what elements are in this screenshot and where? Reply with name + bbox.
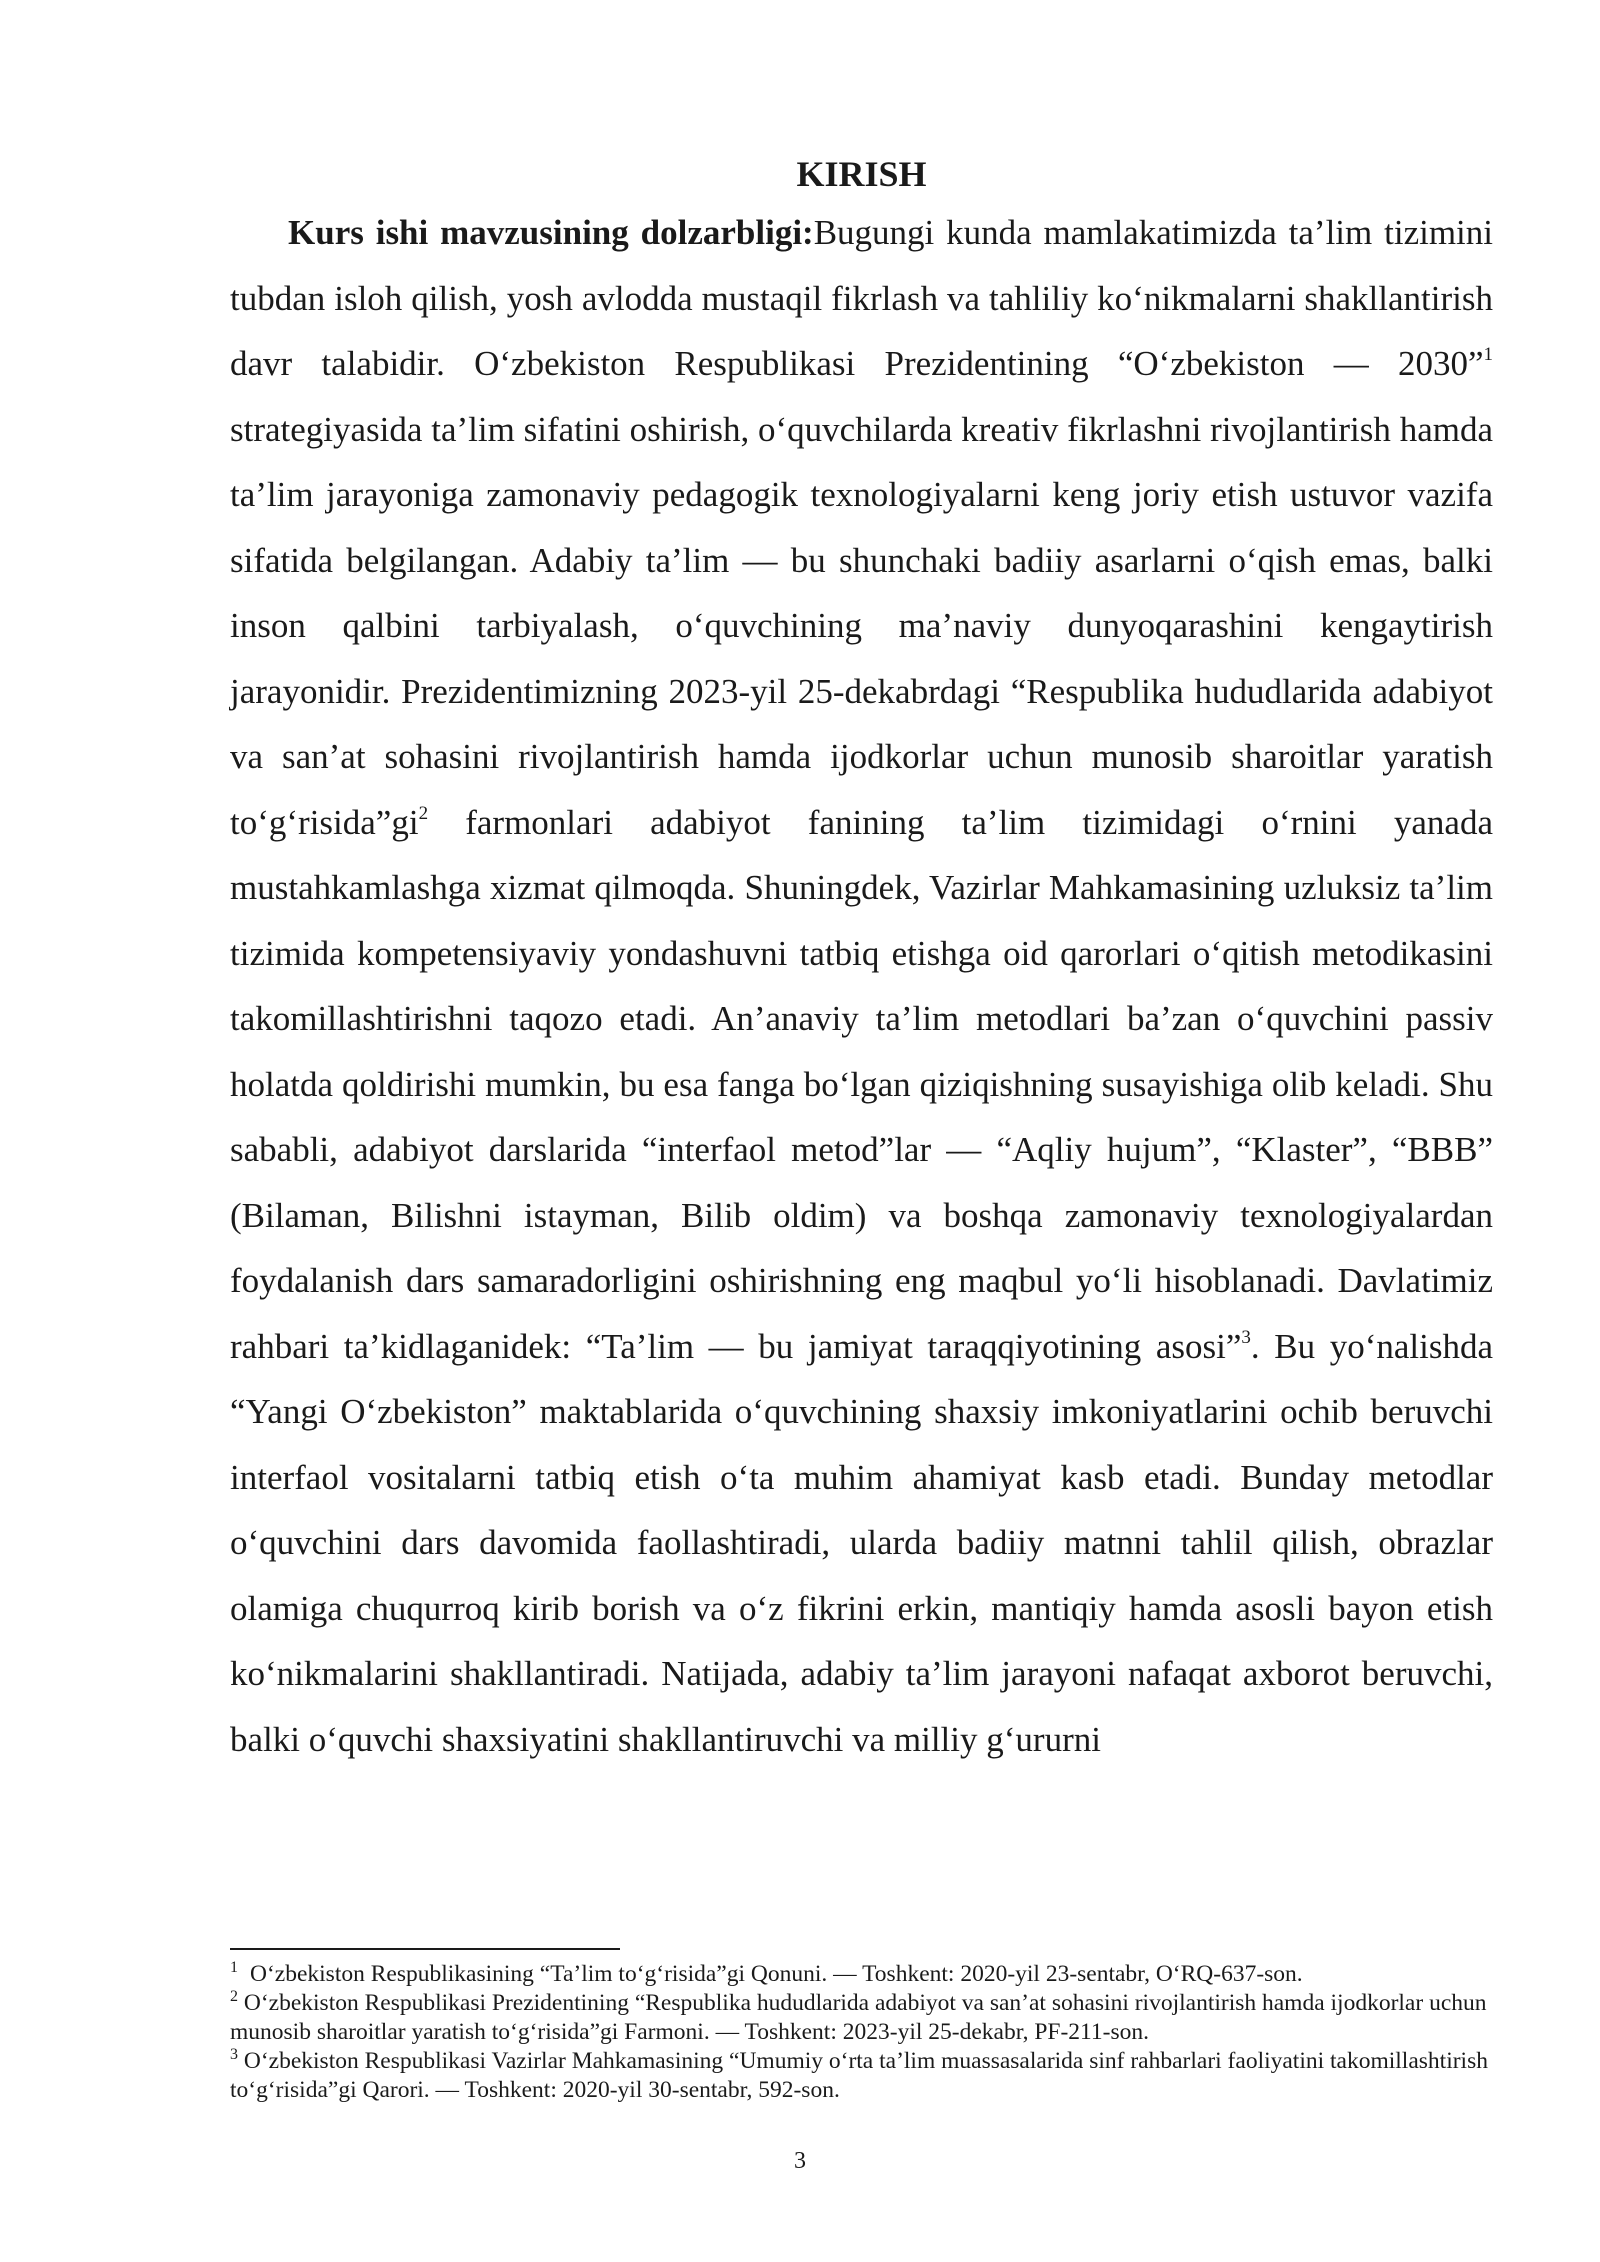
footnote-3 xyxy=(230,2047,1493,2105)
footnote-2 xyxy=(230,1989,1493,2047)
paragraph-text-1: Bugungi kunda mamlakatimizda ta’lim tizimini tubdan isloh qilish, yosh avlodda mustaqil fikrlash va tahliliy ko‘nikmalarni shakllantirish davr talabidir. O‘zbekiston Respublikasi Prezidentining “O‘zbekiston — 2030” xyxy=(230,213,1493,383)
footnote-text: O‘zbekiston Respublikasining “Ta’lim to‘g‘risida”gi Qonuni. — Toshkent: 2020-yil 23-sentabr, O‘RQ-637-son. xyxy=(250,1961,1303,1987)
footnote-number: 3 xyxy=(230,2046,238,2064)
footnote-number: 1 xyxy=(230,1959,238,1977)
paragraph-text-2: strategiyasida ta’lim sifatini oshirish, o‘quvchilarda kreativ fikrlashni rivojlantirish hamda ta’lim jarayoniga zamonaviy pedagogik texnologiyalarni keng joriy etish ustuvor vazifa sifatida belgilangan. Adabiy ta’lim — bu shunchaki badiiy asarlarni o‘qish emas, balki inson qalbini tarbiyalash, o‘quvchining ma’naviy dunyoqarashini kengaytirish jarayonidir. Prezidentimizning 2023-yil 25-dekabrdagi “Respublika hududlarida adabiyot va san’at sohasini rivojlantirish hamda ijodkorlar uchun munosib sharoitlar yaratish to‘g‘risida”gi xyxy=(230,409,1493,842)
footnote-separator xyxy=(230,1948,620,1950)
footnote-1 xyxy=(230,1960,1493,1989)
footnotes xyxy=(230,1960,1493,2105)
footnote-text: O‘zbekiston Respublikasi Vazirlar Mahkamasining “Umumiy o‘rta ta’lim muassasalarida sinf rahbarlari faoliyatini takomillashtirish to‘g‘risida”gi Qarori. — Toshkent: 2020-yil 30-sentabr, 592-son. xyxy=(230,2048,1488,2103)
paragraph-text-4: . Bu yo‘nalishda “Yangi O‘zbekiston” maktablarida o‘quvchining shaxsiy imkoniyatlarini ochib beruvchi interfaol vositalarni tatbiq etish o‘ta muhim ahamiyat kasb etadi. Bunday metodlar o‘quvchini dars davomida faollashtiradi, ularda badiiy matnni tahlil qilish, obrazlar olamiga chuqurroq kirib borish va o‘z fikrini erkin, mantiqiy hamda asosli bayon etish ko‘nikmalarini shakllantiradi. Natijada, adabiy ta’lim jarayoni nafaqat axborot beruvchi, balki o‘quvchi shaxsiyatini shakllantiruvchi va milliy g‘ururni xyxy=(230,1326,1493,1759)
footnote-ref-2[interactable]: 2 xyxy=(418,802,429,824)
page-number: 3 xyxy=(794,2148,806,2174)
paragraph-text-3: farmonlari adabiyot fanining ta’lim tizimidagi o‘rnini yanada mustahkamlashga xizmat qilmoqda. Shuningdek, Vazirlar Mahkamasining uzluksiz ta’lim tizimida kompetensiyaviy yondashuvni tatbiq etishga oid qarorlari o‘qitish metodikasini takomillashtirishni taqozo etadi. An’anaviy ta’lim metodlari ba’zan o‘quvchini passiv holatda qoldirishi mumkin, bu esa fanga bo‘lgan qiziqishning susayishiga olib keladi. Shu sababli, adabiyot darslarida “interfaol metod”lar — “Aqliy hujum”, “Klaster”, “BBB” (Bilaman, Bilishni istayman, Bilib oldim) va boshqa zamonaviy texnologiyalardan foydalanish dars samaradorligini oshirishning eng maqbul yo‘li hisoblanadi. Davlatimiz rahbari ta’kidlaganidek: “Ta’lim — bu jamiyat taraqqiyotining asosi” xyxy=(230,802,1493,1366)
document-page xyxy=(230,150,1493,1772)
footnote-text: O‘zbekiston Respublikasi Prezidentining “Respublika hududlarida adabiyot va san’at sohasini rivojlantirish hamda ijodkorlar uchun munosib sharoitlar yaratish to‘g‘risida”gi Farmoni. — Toshkent: 2023-yil 25-dekabr, PF-211-son. xyxy=(230,1990,1487,2045)
intro-paragraph xyxy=(230,200,1493,1772)
footnote-ref-1[interactable]: 1 xyxy=(1483,344,1493,366)
footnote-number: 2 xyxy=(230,1988,238,2006)
paragraph-lead: Kurs ishi mavzusining dolzarbligi: xyxy=(288,213,814,252)
footnote-ref-3[interactable]: 3 xyxy=(1241,1326,1251,1348)
section-heading: KIRISH xyxy=(796,154,927,194)
